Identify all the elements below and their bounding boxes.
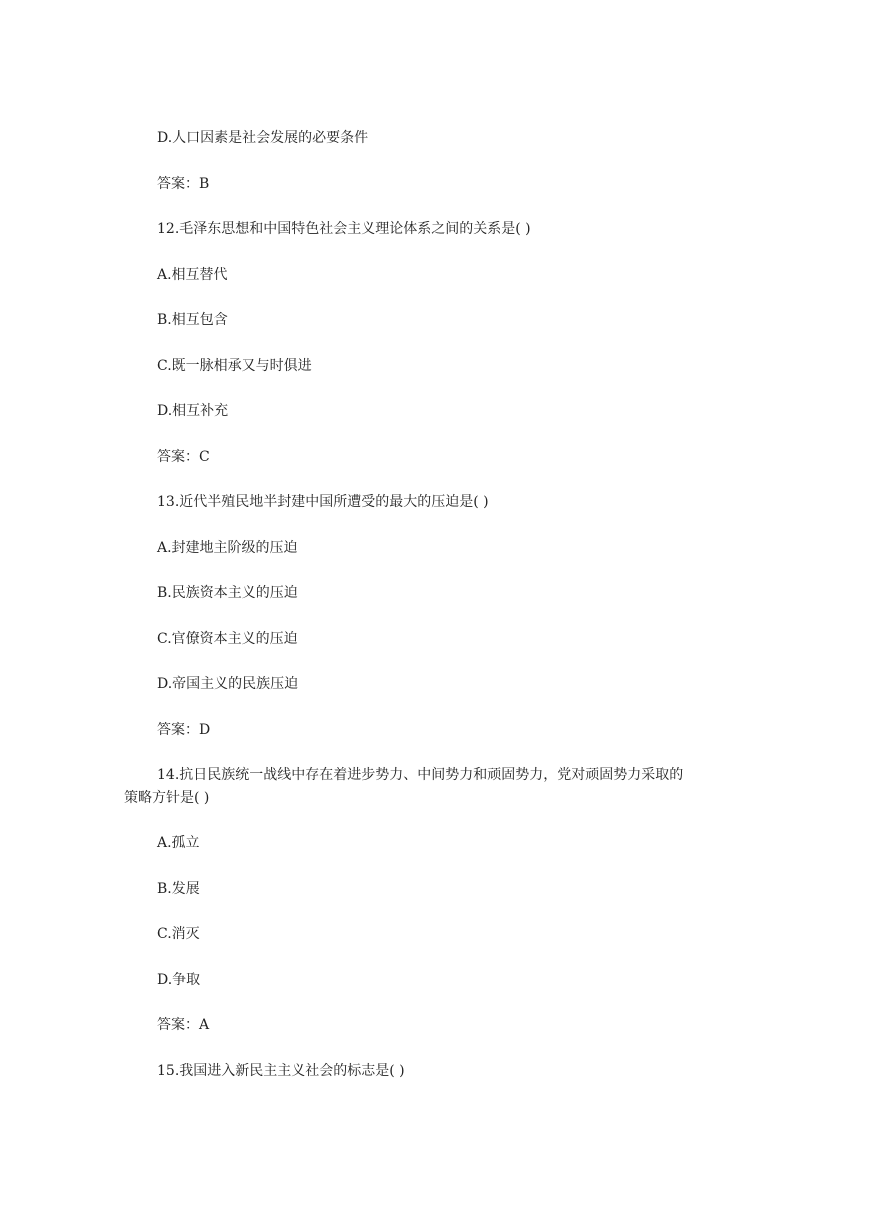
answer-q11: 答案：B (157, 176, 210, 192)
option-a-q12: A.相互替代 (157, 267, 228, 283)
option-b-q12: B.相互包含 (157, 312, 228, 328)
option-c-q14: C.消灭 (157, 926, 200, 942)
option-c-q13: C.官僚资本主义的压迫 (157, 631, 298, 647)
question-12: 12.毛泽东思想和中国特色社会主义理论体系之间的关系是( ) (157, 221, 531, 237)
option-a-q14: A.孤立 (157, 835, 200, 851)
question-13: 13.近代半殖民地半封建中国所遭受的最大的压迫是( ) (157, 494, 489, 510)
option-d-q14: D.争取 (157, 972, 201, 988)
question-14-line-2: 策略方针是( ) (124, 790, 210, 806)
option-d-q11: D.人口因素是社会发展的必要条件 (157, 130, 369, 146)
option-b-q14: B.发展 (157, 881, 200, 897)
answer-q12: 答案：C (157, 449, 210, 465)
question-15: 15.我国进入新民主主义社会的标志是( ) (157, 1063, 405, 1079)
option-c-q12: C.既一脉相承又与时俱进 (157, 358, 312, 374)
option-b-q13: B.民族资本主义的压迫 (157, 585, 298, 601)
option-d-q13: D.帝国主义的民族压迫 (157, 676, 299, 692)
answer-q14: 答案：A (157, 1017, 210, 1033)
question-14-line-1: 14.抗日民族统一战线中存在着进步势力、中间势力和顽固势力，党对顽固势力采取的 (157, 767, 684, 783)
answer-q13: 答案：D (157, 722, 211, 738)
option-d-q12: D.相互补充 (157, 403, 229, 419)
option-a-q13: A.封建地主阶级的压迫 (157, 540, 298, 556)
